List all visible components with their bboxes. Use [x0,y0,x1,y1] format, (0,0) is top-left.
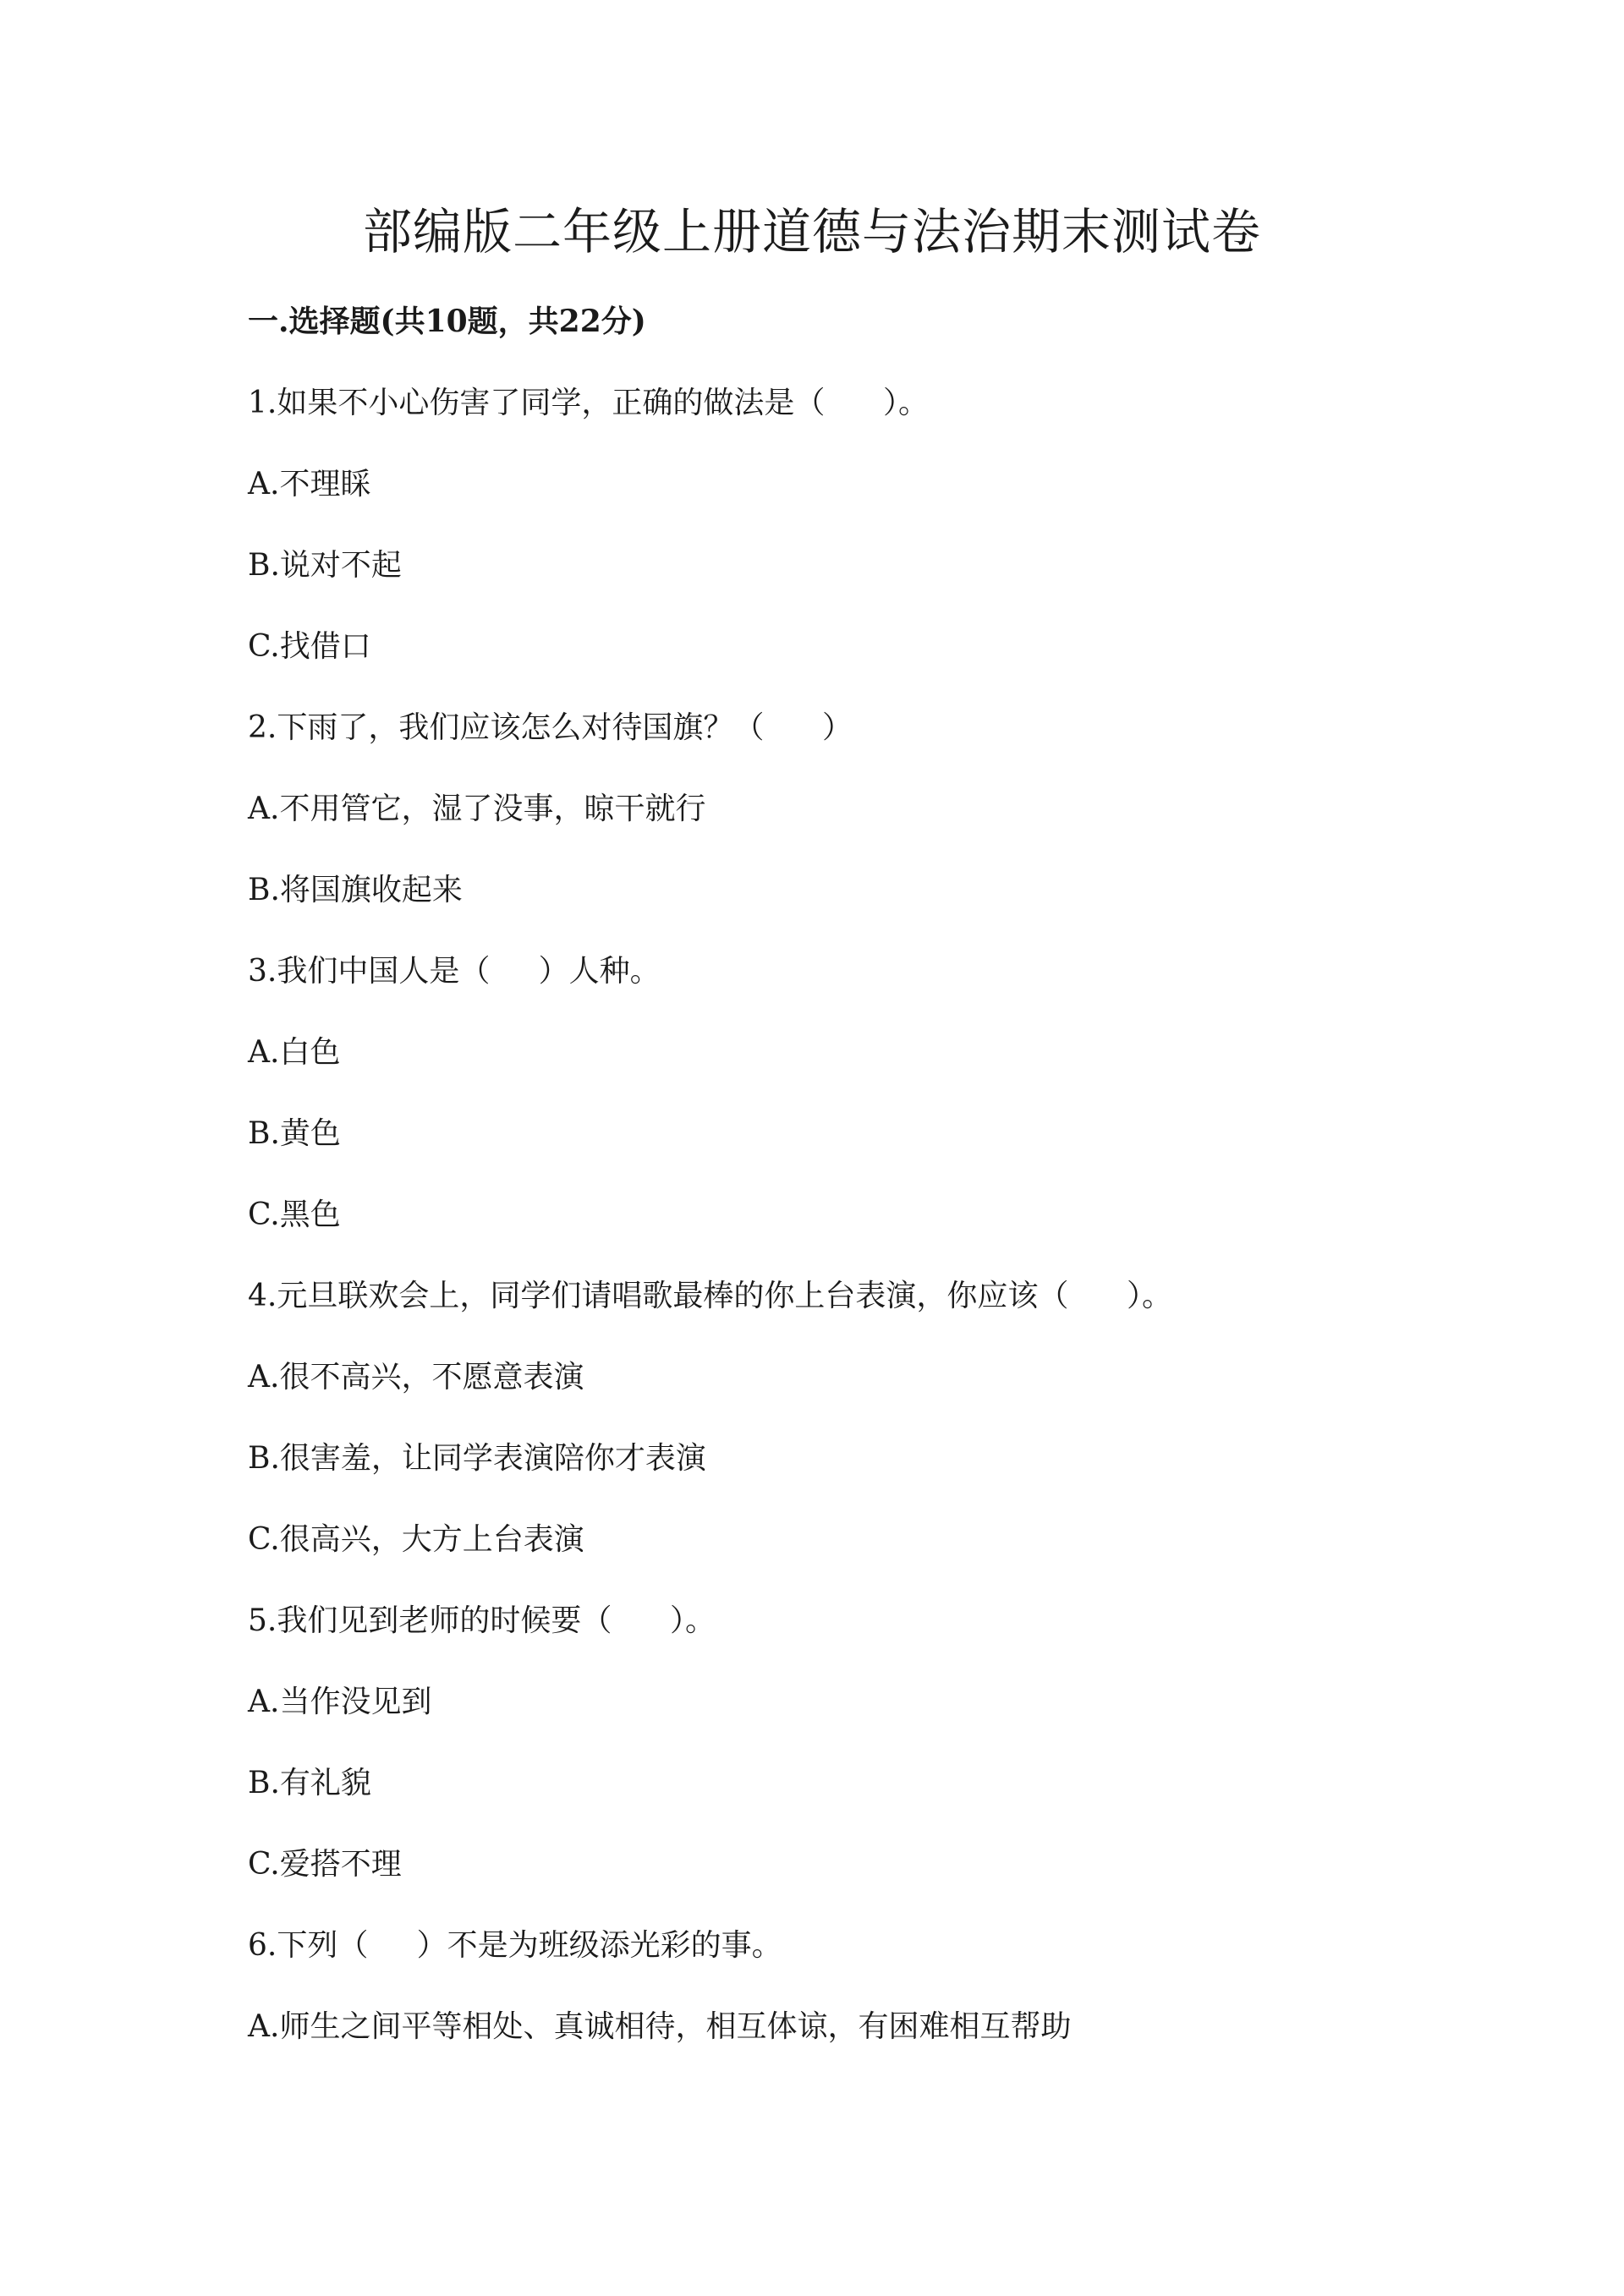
question-5-option-c: C.爱搭不理 [248,1847,402,1882]
question-6-option-a: A.师生之间平等相处、真诚相待，相互体谅，有困难相互帮助 [248,2009,1072,2044]
question-2-option-b: B.将国旗收起来 [248,873,463,907]
question-1-option-b: B.说对不起 [248,548,402,583]
question-6-stem: 6.下列（ ）不是为班级添光彩的事。 [248,1928,782,1963]
question-3-option-c: C.黑色 [248,1197,341,1232]
question-5-stem: 5.我们见到老师的时候要（ ）。 [248,1603,716,1638]
question-4-option-a: A.很不高兴，不愿意表演 [248,1360,584,1395]
question-3-option-a: A.白色 [248,1035,341,1070]
question-4-option-c: C.很高兴，大方上台表演 [248,1522,584,1557]
question-4-option-b: B.很害羞，让同学表演陪你才表演 [248,1441,706,1476]
section-heading: 一.选择题(共10题，共22分) [248,304,646,339]
question-5-option-b: B.有礼貌 [248,1766,371,1800]
question-4-stem: 4.元旦联欢会上，同学们请唱歌最棒的你上台表演，你应该（ ）。 [248,1279,1173,1313]
question-1-stem: 1.如果不小心伤害了同学，正确的做法是（ ）。 [248,386,930,420]
question-2-stem: 2.下雨了，我们应该怎么对待国旗？（ ） [248,710,853,745]
question-5-option-a: A.当作没见到 [248,1685,432,1719]
page-title: 部编版二年级上册道德与法治期末测试卷 [362,203,1261,260]
question-1-option-c: C.找借口 [248,629,371,664]
question-3-stem: 3.我们中国人是（ ）人种。 [248,954,661,989]
question-1-option-a: A.不理睬 [248,467,371,501]
question-2-option-a: A.不用管它，湿了没事，晾干就行 [248,792,706,826]
question-3-option-b: B.黄色 [248,1116,341,1151]
